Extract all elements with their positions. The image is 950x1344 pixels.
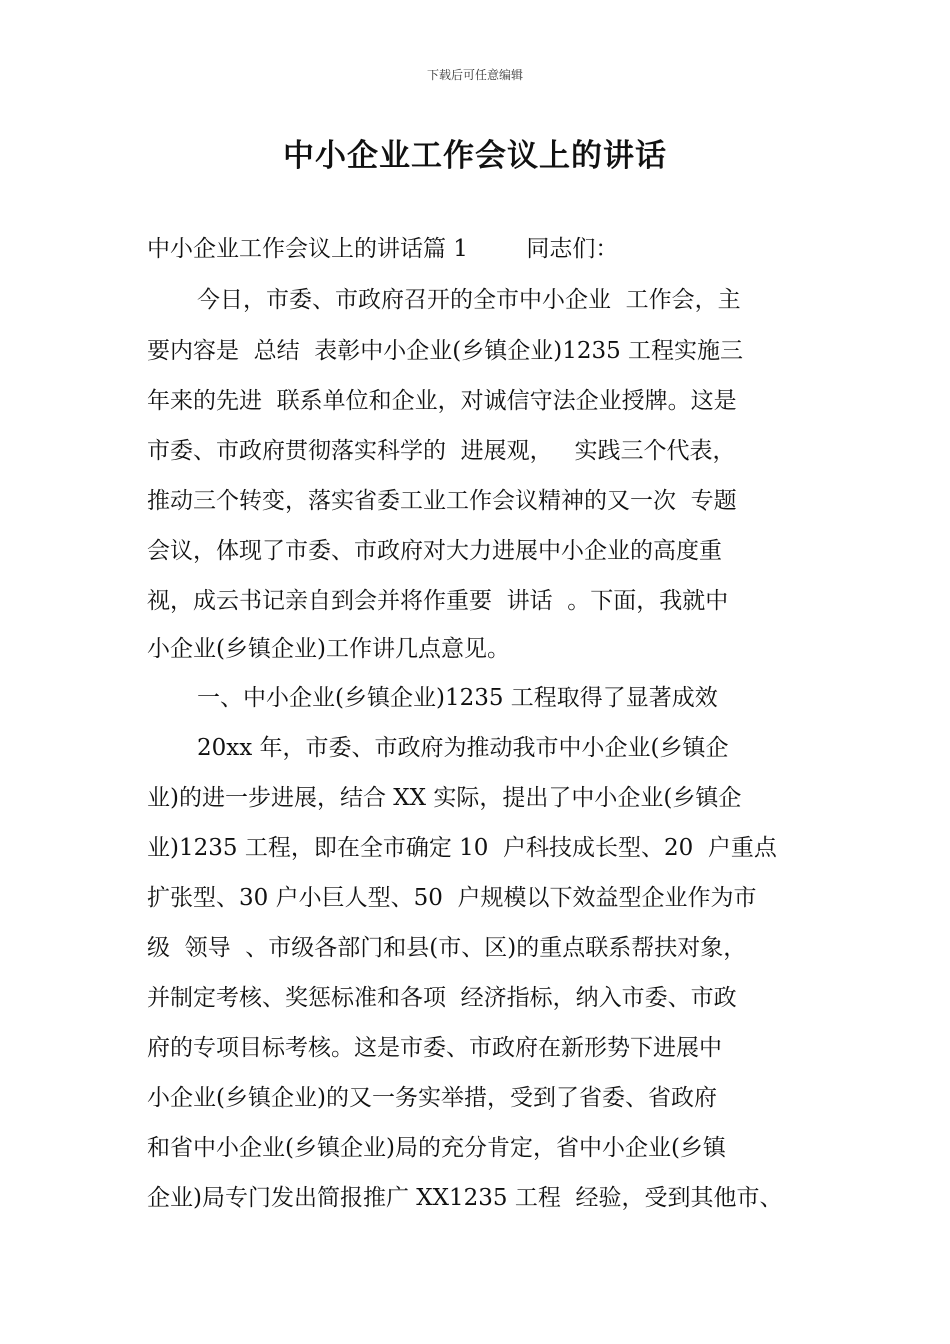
text-line: 会议，体现了市委、市政府对大力进展中小企业的高度重 xyxy=(147,538,722,564)
text-line: 小企业(乡镇企业)工作讲几点意见。 xyxy=(147,636,510,662)
text-line: 视，成云书记亲自到会并将作重要 讲话 。下面，我就中 xyxy=(147,588,729,614)
header-note: 下载后可任意编辑 xyxy=(426,68,523,82)
text-line: 20xx 年，市委、市政府为推动我市中小企业(乡镇企 xyxy=(197,735,729,761)
text-line: 今日，市委、市政府召开的全市中小企业 工作会，主 xyxy=(197,287,741,313)
text-line: 和省中小企业(乡镇企业)局的充分肯定，省中小企业(乡镇 xyxy=(147,1135,726,1161)
document-title: 中小企业工作会议上的讲话 xyxy=(283,138,667,174)
text-line: 推动三个转变，落实省委工业工作会议精神的又一次 专题 xyxy=(147,488,737,514)
section-heading: 一、中小企业(乡镇企业)1235 工程取得了显著成效 xyxy=(197,685,718,711)
text-line: 企业)局专门发出简报推广 XX1235 工程 经验，受到其他市、 xyxy=(147,1185,783,1211)
text-line: 级 领导 、市级各部门和县(市、区)的重点联系帮扶对象， xyxy=(147,935,747,961)
text-line: 年来的先进 联系单位和企业，对诚信守法企业授牌。这是 xyxy=(147,388,737,414)
text-line: 扩张型、30 户小巨人型、50 户规模以下效益型企业作为市 xyxy=(147,885,757,911)
text-line: 小企业(乡镇企业)的又一务实举措，受到了省委、省政府 xyxy=(147,1085,717,1111)
text-line: 业)的进一步进展，结合 XX 实际，提出了中小企业(乡镇企 xyxy=(147,785,742,811)
text-line: 市委、市政府贯彻落实科学的 进展观， 实践三个代表， xyxy=(147,438,736,464)
text-line: 业)1235 工程，即在全市确定 10 户科技成长型、20 户重点 xyxy=(147,835,777,861)
text-line: 府的专项目标考核。这是市委、市政府在新形势下进展中 xyxy=(147,1035,722,1061)
text-line: 中小企业工作会议上的讲话篇 1 同志们： xyxy=(147,236,619,262)
text-line: 并制定考核、奖惩标准和各项 经济指标，纳入市委、市政 xyxy=(147,985,737,1011)
text-line: 要内容是 总结 表彰中小企业(乡镇企业)1235 工程实施三 xyxy=(147,338,744,364)
